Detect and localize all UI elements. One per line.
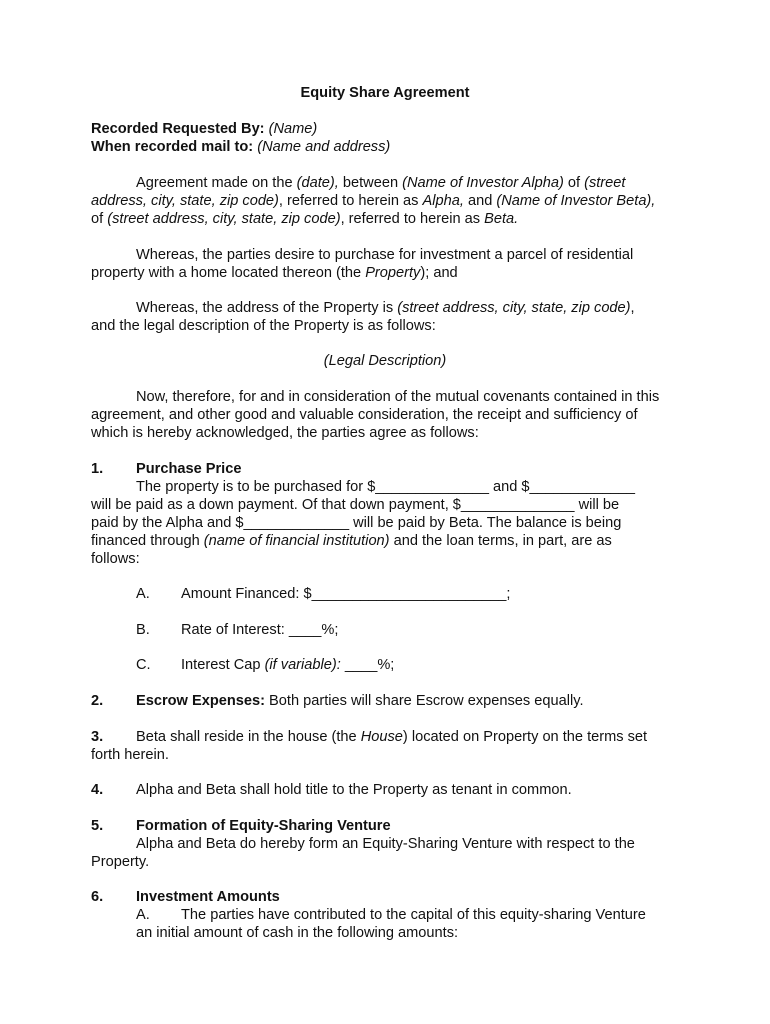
address-placeholder: (street address, city, state, zip code) [397,300,631,316]
section-6-item-a-line-2: an initial amount of cash in the following amounts: [136,925,459,941]
item-a-label: A. [136,586,150,602]
section-5-line-1: Alpha and Beta do hereby form an Equity-Sharing Venture with respect to the [136,836,635,852]
text: and [463,193,497,209]
alpha-name-placeholder: (Name of Investor Alpha) [402,175,564,191]
item-c-label: C. [136,657,151,673]
mail-value: (Name and address) [257,139,391,155]
text: Beta shall reside in the house (the [136,729,361,745]
date-placeholder: (date), [296,175,339,191]
institution-placeholder: (name of financial institution) [203,533,390,549]
text: Agreement made on the [136,175,297,191]
section-4-line: Alpha and Beta shall hold title to the Property as tenant in common. [136,782,572,798]
text: financed through [91,533,204,549]
text: ); and [420,265,458,281]
section-1-line-2: will be paid as a down payment. Of that down payment, $______________ will be [91,497,620,513]
text: , referred to herein as [278,193,423,209]
text: between [338,175,403,191]
section-1-heading: Purchase Price [136,461,242,477]
section-1-number: 1. [91,461,104,477]
address-placeholder: address, city, state, zip code) [91,193,279,209]
now-therefore-line-1: Now, therefore, for and in consideration of the mutual covenants contained in this [136,389,660,405]
now-therefore-line-2: agreement, and other good and valuable consideration, the receipt and sufficiency of [91,407,638,423]
recorded-value: (Name) [268,121,318,137]
text: ____%; [340,657,395,673]
section-6-item-a-label: A. [136,907,150,923]
section-1-line-3: paid by the Alpha and $_____________ will be paid by Beta. The balance is being [91,515,622,531]
text: of [563,175,585,191]
text: ) located on Property on the terms set [402,729,648,745]
whereas1-line-2 [91,264,458,282]
beta-name-placeholder: (Name of Investor Beta), [496,193,656,209]
text: Interest Cap [181,657,265,673]
intro-line-3 [91,210,518,228]
section-1-line-5: follows: [91,551,140,567]
legal-description-placeholder: (Legal Description) [323,353,447,369]
beta-term: Beta. [484,211,519,227]
recorded-label: Recorded Requested By: [91,121,265,137]
section-3-line-1 [136,728,647,746]
section-5-heading: Formation of Equity-Sharing Venture [136,818,391,834]
section-5-line-2: Property. [91,854,150,870]
intro-line-2 [91,192,655,210]
item-b-label: B. [136,622,150,638]
address-placeholder: (street [584,175,626,191]
section-4-number: 4. [91,782,104,798]
text: property with a home located thereon (the [91,265,366,281]
interest-cap-item [181,656,394,674]
text: Both parties will share Escrow expenses equally. [264,693,584,709]
section-6-item-a-line-1: The parties have contributed to the capital of this equity-sharing Venture [181,907,646,923]
text: of [91,211,108,227]
whereas2-line-2: and the legal description of the Property is as follows: [91,318,436,334]
text: , [630,300,635,316]
section-2-line [136,692,584,710]
section-3-line-2: forth herein. [91,747,169,763]
whereas2-line-1 [136,299,635,317]
text: , referred to herein as [340,211,485,227]
alpha-term: Alpha, [422,193,464,209]
if-variable-note: (if variable): [264,657,341,673]
section-1-line-1: The property is to be purchased for $______________ and $_____________ [136,479,636,495]
section-2-number: 2. [91,693,104,709]
text: Whereas, the address of the Property is [136,300,398,316]
mail-label: When recorded mail to: [91,139,254,155]
section-5-number: 5. [91,818,104,834]
property-term: Property [365,265,421,281]
intro-line-1 [136,174,625,192]
address-placeholder: (street address, city, state, zip code) [107,211,341,227]
amount-financed-item: Amount Financed: $________________________; [181,586,511,602]
document-title: Equity Share Agreement [300,85,470,101]
rate-of-interest-item: Rate of Interest: ____%; [181,622,339,638]
now-therefore-line-3: which is hereby acknowledged, the parties agree as follows: [91,425,479,441]
section-6-number: 6. [91,889,104,905]
whereas1-line-1: Whereas, the parties desire to purchase for investment a parcel of residential [136,247,634,263]
section-3-number: 3. [91,729,104,745]
house-term: House [360,729,403,745]
recorded-requested-line [91,120,317,138]
section-1-line-4 [91,532,612,550]
section-2-heading: Escrow Expenses: [136,693,265,709]
section-6-heading: Investment Amounts [136,889,280,905]
mail-to-line [91,138,390,156]
text: and the loan terms, in part, are as [389,533,612,549]
